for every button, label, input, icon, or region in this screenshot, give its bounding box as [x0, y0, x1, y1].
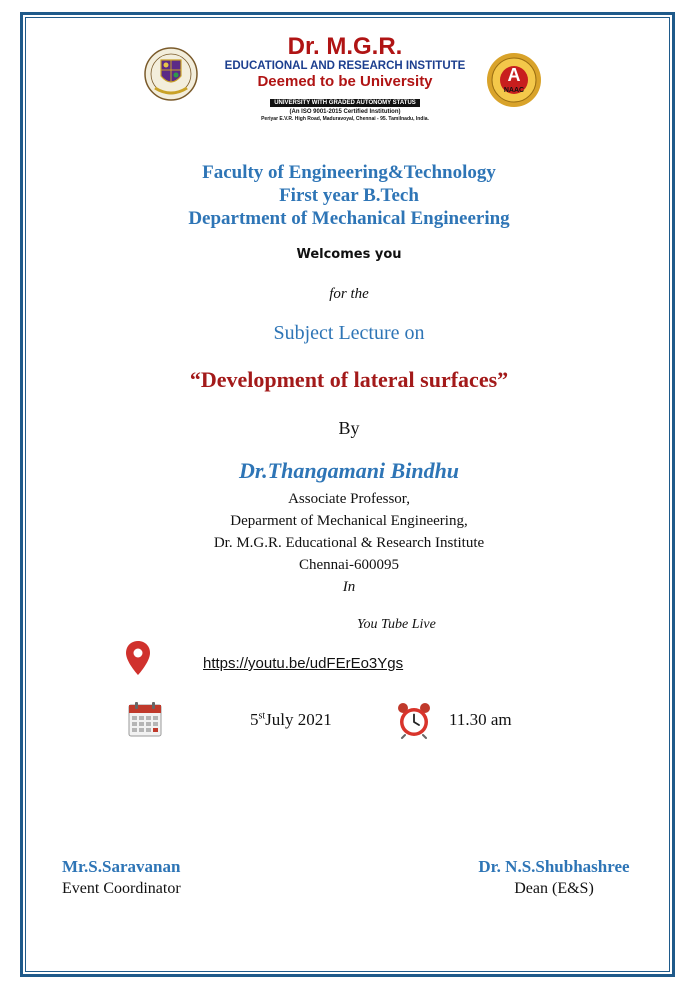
in-label: In: [342, 579, 356, 595]
speaker-department: Deparment of Mechanical Engineering,: [230, 513, 468, 529]
program-line: First year B.Tech: [279, 185, 419, 206]
naac-grade: A: [507, 65, 521, 85]
coordinator-role: Event Coordinator: [62, 880, 181, 897]
dean-role: Dean (E&S): [514, 880, 594, 897]
youtube-live-link[interactable]: https://youtu.be/udFErEo3Ygs: [203, 655, 404, 672]
iso-certification: (An ISO 9001-2015 Certified Institution): [289, 109, 401, 115]
by-label: By: [338, 418, 360, 438]
coordinator-signature: [62, 856, 222, 900]
institute-title: Dr. M.G.R.: [287, 33, 403, 60]
alarm-clock-icon: [397, 701, 431, 739]
autonomy-badge: UNIVERSITY WITH GRADED AUTONOMY STATUS: [270, 99, 420, 107]
speaker-designation: Associate Professor,: [288, 491, 410, 507]
date-rest: July 2021: [265, 710, 332, 729]
institute-address: Periyar E.V.R. High Road, Maduravoyal, Chennai - 95. Tamilnadu, India.: [261, 116, 429, 122]
naac-badge: [486, 52, 542, 108]
speaker-city: Chennai-600095: [299, 557, 399, 573]
subject-lecture-label: Subject Lecture on: [273, 322, 425, 344]
event-time: 11.30 am: [449, 710, 512, 729]
speaker-name: Dr.Thangamani Bindhu: [238, 458, 460, 483]
dean-signature: [462, 856, 646, 900]
institute-crest-logo: [143, 44, 199, 108]
location-pin-icon: [125, 640, 151, 676]
naac-label: NAAC: [503, 87, 525, 94]
faculty-block: [0, 161, 698, 230]
coordinator-name: Mr.S.Saravanan: [62, 857, 181, 876]
faculty-line: Faculty of Engineering&Technology: [202, 162, 496, 183]
event-date: [250, 710, 332, 730]
lecture-topic: “Development of lateral surfaces”: [189, 367, 509, 392]
dean-name: Dr. N.S.Shubhashree: [478, 857, 630, 876]
department-line: Department of Mechanical Engineering: [188, 208, 510, 229]
platform-label: You Tube Live: [357, 617, 436, 632]
speaker-institute: Dr. M.G.R. Educational & Research Institute: [213, 535, 485, 551]
date-day: 5: [250, 710, 259, 729]
calendar-icon: [128, 701, 162, 737]
deemed-university-label: Deemed to be University: [257, 73, 433, 90]
for-the-text: for the: [329, 286, 369, 302]
institute-subtitle: EDUCATIONAL AND RESEARCH INSTITUTE: [224, 60, 466, 72]
date-suffix: st: [258, 710, 266, 722]
institute-header: [200, 34, 490, 122]
welcome-text: Welcomes you: [296, 247, 402, 262]
speaker-details: [0, 488, 698, 598]
